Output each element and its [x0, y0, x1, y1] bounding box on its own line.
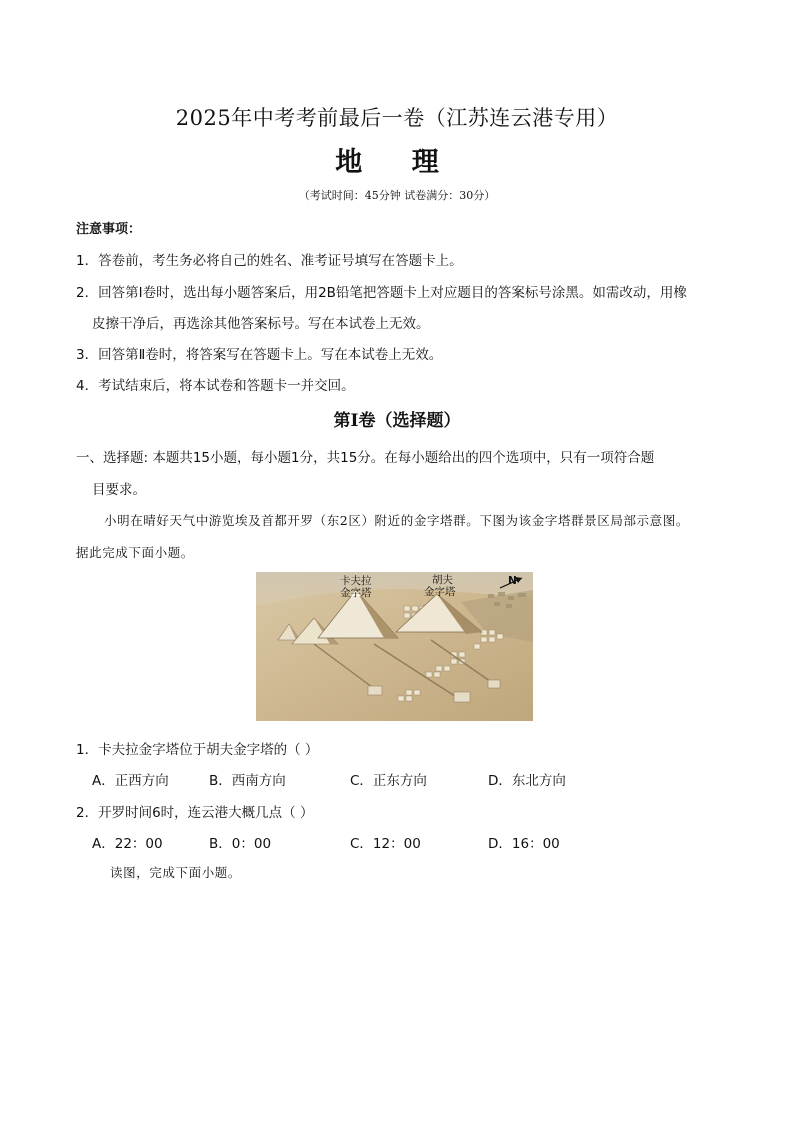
- north-label: N: [508, 575, 517, 587]
- notice-item-3: 3．回答第Ⅱ卷时，将答案写在答题卡上。写在本试卷上无效。: [76, 347, 443, 363]
- khafre-label-line-1: 卡夫拉: [340, 575, 372, 587]
- q2-option-b: B．0：00: [209, 836, 272, 852]
- q2-option-a: A．22：00: [92, 836, 163, 852]
- pyramid-map-figure: [256, 572, 533, 721]
- khafre-label-line-2: 金字塔: [340, 587, 372, 599]
- passage-line-2: 据此完成下面小题。: [76, 545, 194, 560]
- notice-item-2-cont: 皮擦干净后，再选涂其他答案标号。写在本试卷上无效。: [92, 316, 430, 332]
- question-2-stem: 2．开罗时间6时，连云港大概几点（ ）: [76, 805, 314, 821]
- khufu-label-line-1: 胡夫: [432, 574, 453, 586]
- passage-line-1: 小明在晴好天气中游览埃及首都开罗（东2区）附近的金字塔群。下图为该金字塔群景区局部示意图。: [104, 513, 689, 528]
- exam-info: （考试时间：45分钟 试卷满分：30分）: [298, 189, 496, 202]
- khufu-label-line-2: 金字塔: [424, 586, 456, 598]
- question-1-stem: 1．卡夫拉金字塔位于胡夫金字塔的（ ）: [76, 742, 319, 758]
- pyramid-scene-image: [256, 572, 533, 721]
- q2-option-d: D．16：00: [488, 836, 560, 852]
- notice-item-4: 4．考试结束后，将本试卷和答题卡一并交回。: [76, 378, 355, 394]
- section-title: 第Ⅰ卷（选择题）: [333, 411, 461, 431]
- q2-option-c: C．12：00: [350, 836, 421, 852]
- exam-title: 2025年中考考前最后一卷（江苏连云港专用）: [175, 106, 619, 130]
- section-instruction: 一、选择题: 本题共15小题，每小题1分，共15分。在每小题给出的四个选项中，只有一项符合题: [76, 450, 655, 466]
- section-instruction-cont: 目要求。: [92, 482, 146, 498]
- notice-item-1: 1．答卷前，考生务必将自己的姓名、准考证号填写在答题卡上。: [76, 253, 463, 269]
- notice-item-2: 2．回答第Ⅰ卷时，选出每小题答案后，用2B铅笔把答题卡上对应题目的答案标号涂黑。如需改动，用橡: [76, 285, 687, 301]
- subject-title: 地 理: [335, 147, 459, 178]
- notice-heading: 注意事项：: [76, 222, 142, 237]
- q1-option-d: D．东北方向: [488, 773, 566, 789]
- next-passage: 读图，完成下面小题。: [110, 865, 242, 880]
- q1-option-c: C．正东方向: [350, 773, 427, 789]
- q1-option-b: B．西南方向: [209, 773, 286, 789]
- q1-option-a: A．正西方向: [92, 773, 169, 789]
